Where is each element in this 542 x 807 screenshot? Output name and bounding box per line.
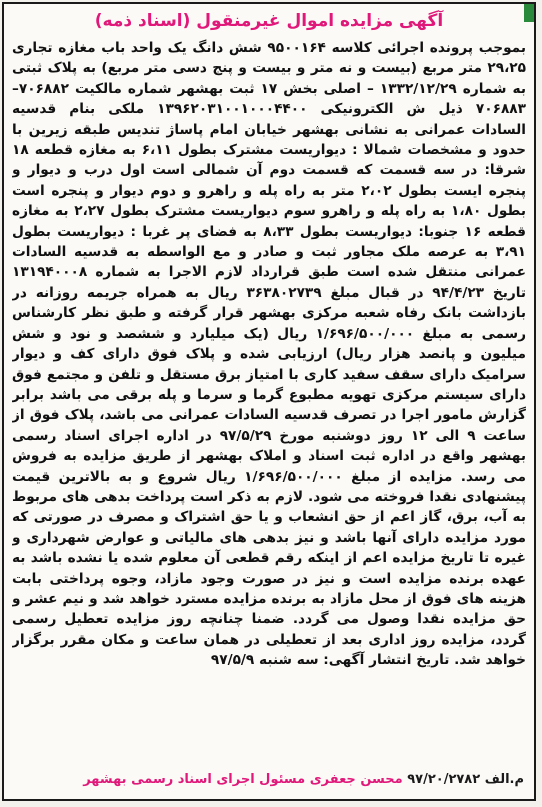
notice-body: بموجب پرونده اجرائی کلاسه ۹۵۰۰۱۶۴ شش دانگ یک واحد باب مغازه تجاری ۲۹،۲۵ متر مربع (بیست و نه متر و بیست و پنج دسی متر مربع) به پلاک ثبتی به شماره ۱۳۳۲/۱۲/۲۹ – اصلی بخش ۱۷ ثبت بهشهر شماره مالکیت ۷۰۶۸۸۲–۷۰۶۸۸۳ ذیل ش الکترونیکی ۱۳۹۶۲۰۳۱۰۰۱۰۰۰۴۴۰۰ ملکی بنام قدسیه السادات عمرانی به نشانی بهشهر خیابان امام پاساژ تندیس طبقه زیرین با حدود و مشخصات شمالا : دیواریست مشترک بطول ۶،۱۱ به مغازه قطعه ۱۸ شرقا: در سه قسمت که قسمت دوم آن شمالی است اول درب و دیوار و پنجره ایست بطول ۲،۰۲ متر به راه پله و راهرو و دوم دیوار و پنجره است بطول ۱،۸۰ به راه پله و راهرو سوم دیواریست مشترک بطول ۲،۲۷ به مغازه قطعه ۱۶ جنوبا: دیواریست بطول ۸،۳۳ به فضای پر غربا : دیواریست بطول ۳،۹۱ به عرصه ملک مجاور ثبت و صادر و مع الواسطه به قدسیه السادات عمرانی منتقل شده است طبق قرارداد لازم الاجرا به شماره ۱۳۱۹۴۰۰۰۸ تاریخ ۹۴/۴/۲۳ در قبال مبلغ ۳۶۳۸۰۲۷۳۹ ریال به همراه جریمه روزانه در بازداشت بانک رفاه شعبه مرکزی بهشهر قرار گرفته و طبق نظر کارشناس رسمی به مبلغ ۱/۶۹۶/۵۰۰/۰۰۰ ریال (یک میلیارد و ششصد و نود و شش میلیون و پانصد هزار ریال) ارزیابی شده و پلاک فوق دارای کف و دیوار سرامیک دارای سقف سفید کاری با امتیاز برق مستقل و تلفن و مجتمع فوق دارای سیستم مرکزی تهویه مطبوع گرما و سرما و پله برقی می باشد برابر گزارش مامور اجرا در تصرف قدسیه السادات عمرانی می باشد، پلاک فوق از ساعت ۹ الی ۱۲ روز دوشنبه مورخ ۹۷/۵/۲۹ در اداره اجرای اسناد رسمی بهشهر واقع در اداره ثبت اسناد و املاک بهشهر از طریق مزایده به فروش می رسد. مزایده از مبلغ ۱/۶۹۶/۵۰۰/۰۰۰ ریال شروع و به بالاترین قیمت پیشنهادی نقدا فروخته می شود. لازم به ذکر است پرداخت بدهی های مربوط به آب، برق، گاز اعم از حق انشعاب و یا حق اشتراک و مصرف در صورتی که مورد مزایده دارای آنها باشد و نیز بدهی های مالیاتی و عوارض شهرداری و غیره تا تاریخ مزایده اعم از اینکه رقم قطعی آن معلوم شده یا نشده باشد به عهده برنده مزایده است و نیز در صورت وجود مازاد، وجوه پرداختی بابت هزینه های فوق از محل مازاد به برنده مزایده مسترد خواهد شد و نیم عشر و حق مزایده نقدا وصول می گردد. ضمنا چنانچه روز مزایده تعطیل رسمی گردد، مزایده روز اداری بعد از تعطیلی در همان ساعت و مکان مقرر برگزار خواهد شد. تاریخ انتشار آگهی: سه شنبه ۹۷/۵/۹ (12, 40, 526, 669)
notice-title: آگهی مزایده اموال غیرمنقول (اسناد ذمه) (94, 11, 444, 31)
notice-frame (2, 2, 536, 801)
footer-code: م.الف ۹۷/۲۰/۲۷۸۲ (407, 772, 524, 787)
notice-footer (4, 769, 524, 791)
footer-org: محسن جعفری مسئول اجرای اسناد رسمی بهشهر (83, 772, 403, 787)
